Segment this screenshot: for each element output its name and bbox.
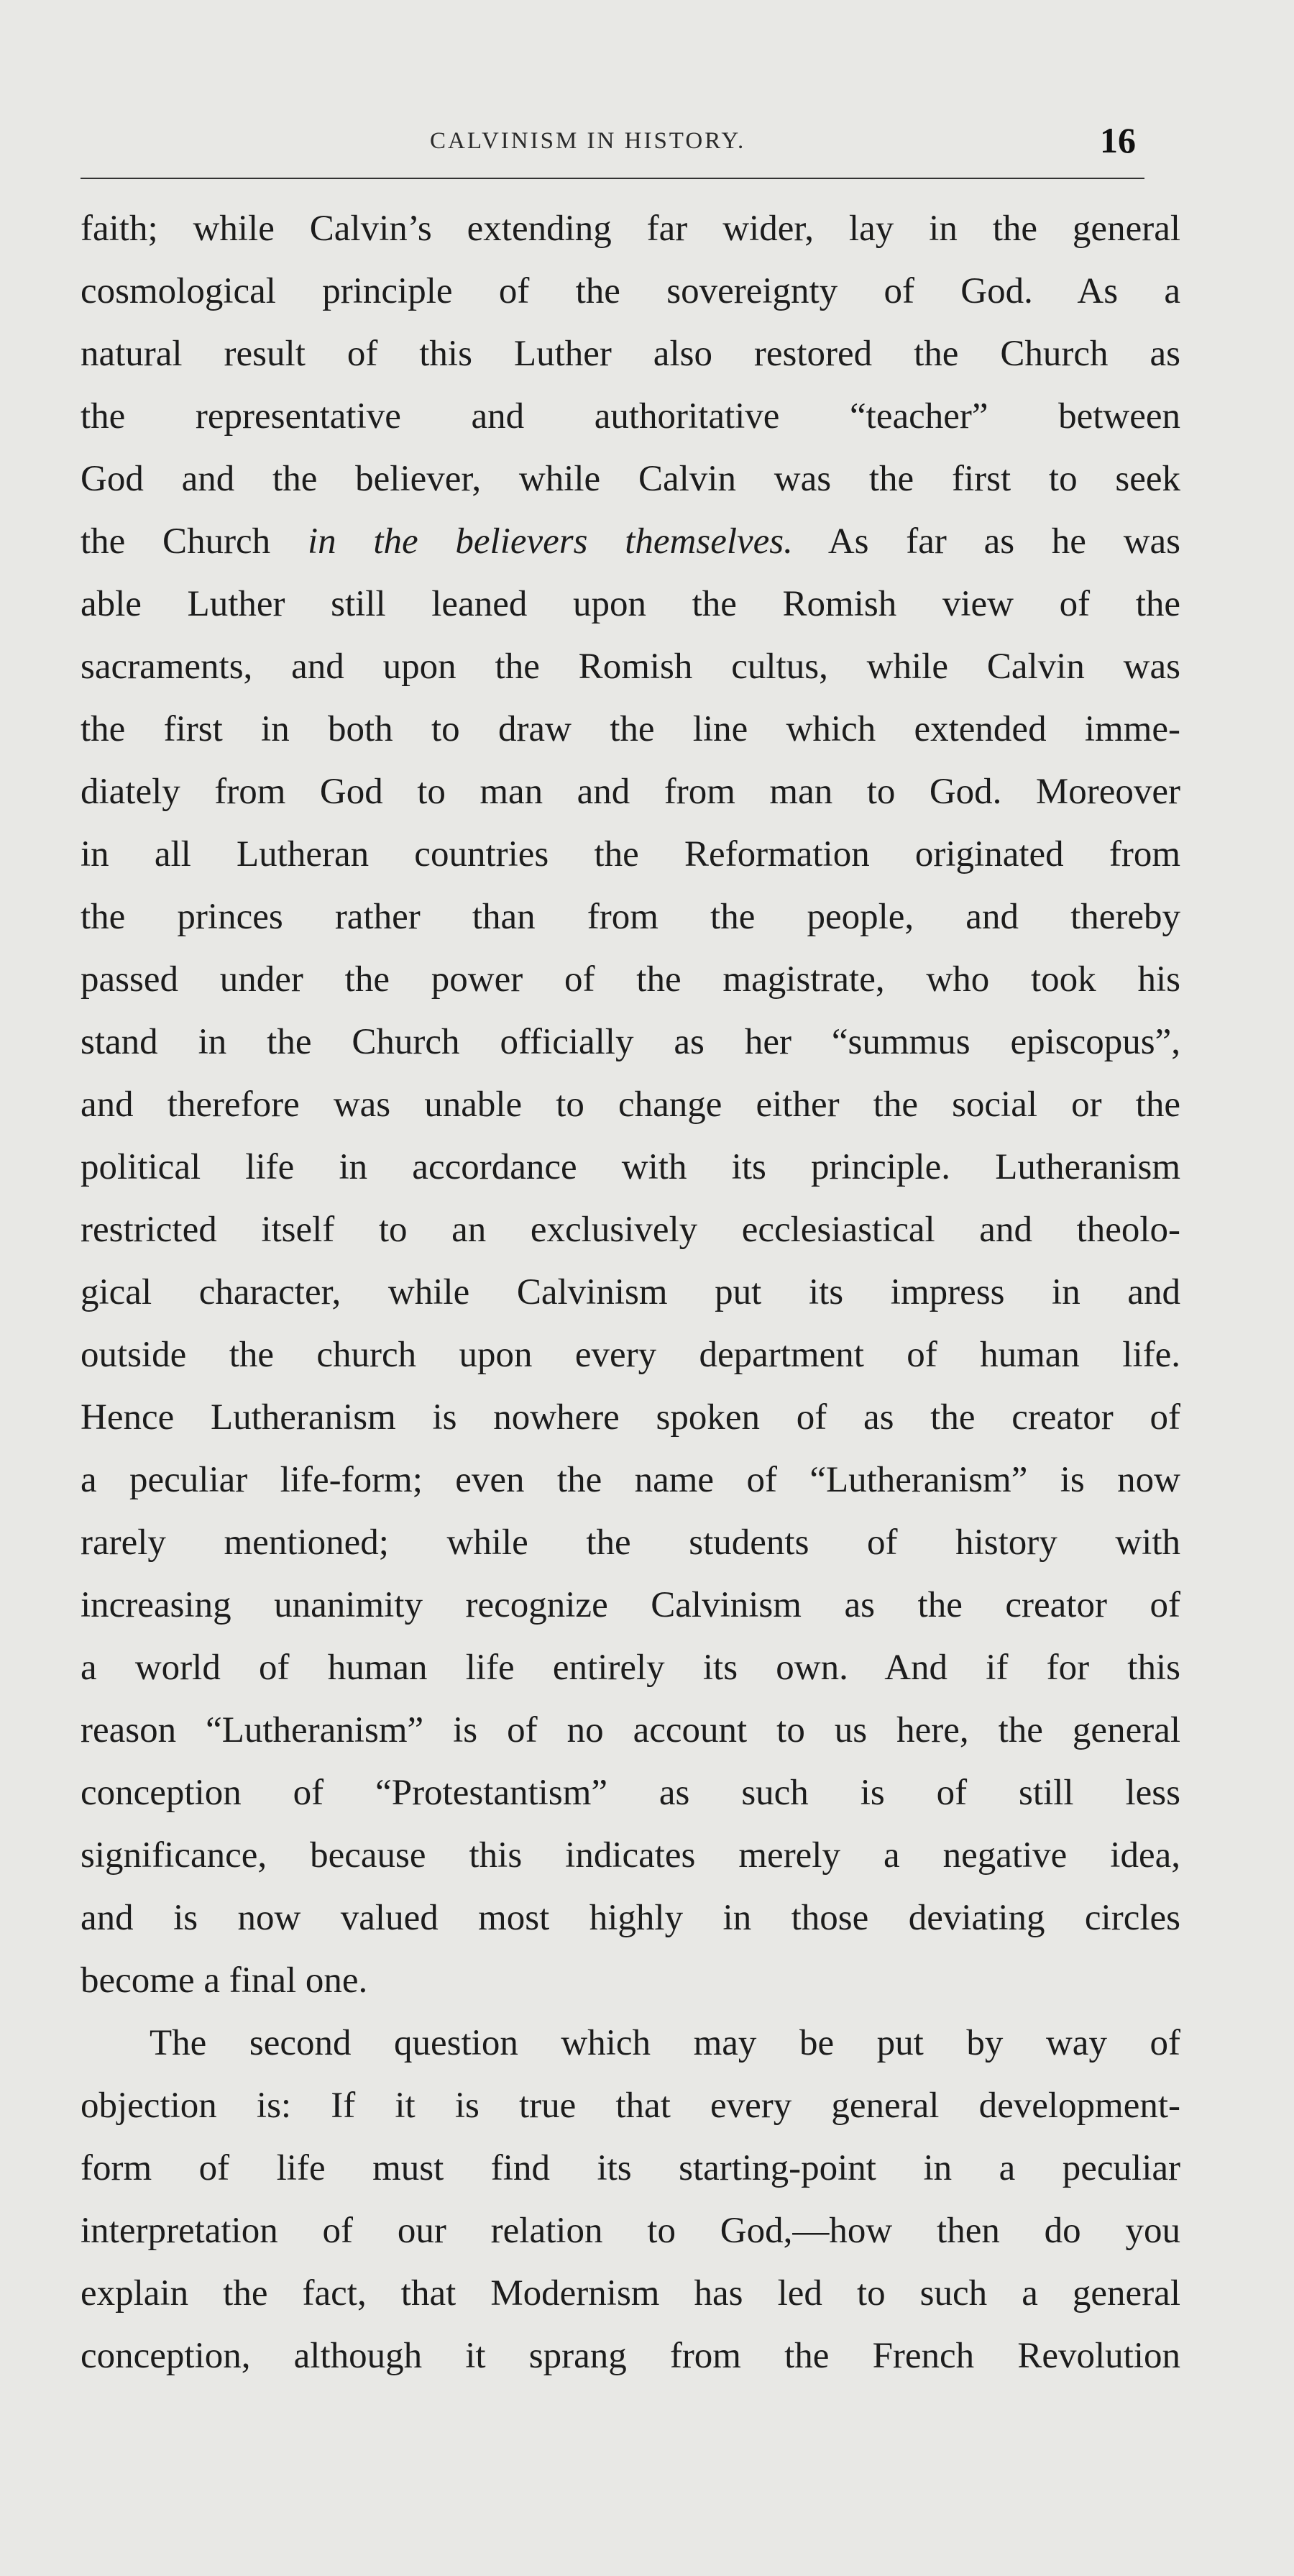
text-line: conception, although it sprang from the French Revolution <box>81 2336 1180 2376</box>
text-line: the first in both to draw the line which extended imme- <box>81 709 1180 749</box>
italic-phrase: in the believers themselves. <box>307 521 793 562</box>
text-line: reason “Lutheranism” is of no account to us here, the general <box>81 1710 1180 1750</box>
text-line: outside the church upon every department of human life. <box>81 1335 1180 1375</box>
page-number: 16 <box>1100 120 1136 160</box>
text-line: a world of human life entirely its own. And if for this <box>81 1648 1180 1688</box>
text-line: and therefore was unable to change either the social or the <box>81 1084 1180 1125</box>
text-line: increasing unanimity recognize Calvinism as the creator of <box>81 1585 1180 1625</box>
text-segment: the Church <box>81 521 308 562</box>
running-title: CALVINISM IN HISTORY. <box>430 128 746 154</box>
text-line: restricted itself to an exclusively ecclesiastical and theolo- <box>81 1210 1180 1250</box>
text-line: objection is: If it is true that every general development- <box>81 2086 1180 2126</box>
text-line: natural result of this Luther also restored the Church as <box>81 334 1180 374</box>
text-segment: As far as he was <box>792 521 1181 562</box>
text-line: gical character, while Calvinism put its impress in and <box>81 1272 1180 1312</box>
paragraph-first-line: The second question which may be put by way of <box>150 2023 1180 2063</box>
text-line: the princes rather than from the people, and thereby <box>81 897 1180 937</box>
text-line: sacraments, and upon the Romish cultus, while Calvin was <box>81 647 1180 687</box>
header-rule <box>81 178 1144 179</box>
text-line: significance, because this indicates merely a negative idea, <box>81 1835 1180 1876</box>
text-line: in all Lutheran countries the Reformation originated from <box>81 834 1180 874</box>
text-line: and is now valued most highly in those deviating circles <box>81 1898 1180 1938</box>
text-line: the representative and authoritative “teacher” between <box>81 396 1180 437</box>
running-head <box>0 120 1294 164</box>
text-line: become a final one. <box>81 1960 368 2001</box>
text-line: form of life must find its starting-point in a peculiar <box>81 2148 1180 2188</box>
text-line: faith; while Calvin’s extending far wider, lay in the general <box>81 209 1180 249</box>
text-line: cosmological principle of the sovereignty of God. As a <box>81 271 1180 311</box>
text-line: explain the fact, that Modernism has led to such a general <box>81 2273 1180 2314</box>
body-text <box>81 198 1180 2388</box>
text-line: able Luther still leaned upon the Romish view of the <box>81 584 1180 624</box>
text-line: passed under the power of the magistrate, who took his <box>81 959 1180 1000</box>
text-line: rarely mentioned; while the students of history with <box>81 1522 1180 1563</box>
text-line: interpretation of our relation to God,—how then do you <box>81 2211 1180 2251</box>
text-line: God and the believer, while Calvin was the first to seek <box>81 459 1180 499</box>
text-line: Hence Lutheranism is nowhere spoken of as the creator of <box>81 1397 1180 1438</box>
text-line: conception of “Protestantism” as such is of still less <box>81 1773 1180 1813</box>
text-line: stand in the Church officially as her “summus episcopus”, <box>81 1022 1180 1062</box>
text-line-with-italic <box>81 511 1180 573</box>
text-line: political life in accordance with its principle. Lutheranism <box>81 1147 1180 1187</box>
text-line: diately from God to man and from man to God. Moreover <box>81 772 1180 812</box>
text-line: a peculiar life-form; even the name of “Lutheranism” is now <box>81 1460 1180 1500</box>
